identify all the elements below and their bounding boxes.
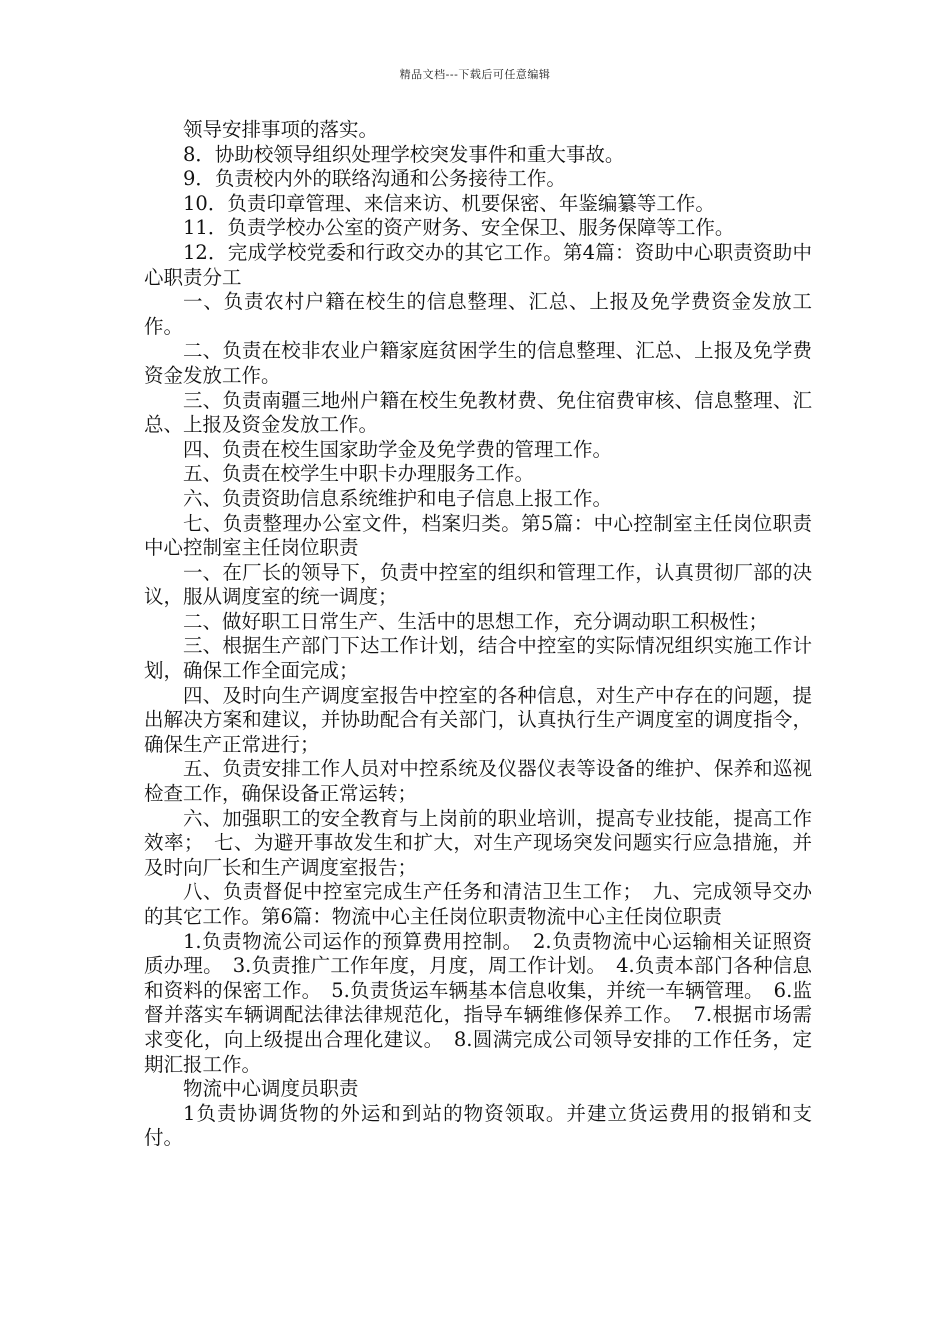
paragraph: 四、及时向生产调度室报告中控室的各种信息，对生产中存在的问题，提出解决方案和建议，并协助配合有关部门，认真执行生产调度室的调度指令，确保生产正常进行； (144, 683, 812, 756)
paragraph: 八、负责督促中控室完成生产任务和清洁卫生工作； 九、完成领导交办的其它工作。第6篇：物流中心主任岗位职责物流中心主任岗位职责 (144, 880, 812, 928)
paragraph: 领导安排事项的落实。 (183, 118, 379, 141)
paragraph: 二、做好职工日常生产、生活中的思想工作，充分调动职工积极性； (183, 609, 769, 633)
document-body (144, 118, 812, 1151)
paragraph: 10．负责印章管理、来信来访、机要保密、年鉴编纂等工作。 (183, 191, 715, 215)
paragraph: 8．协助校领导组织处理学校突发事件和重大事故。 (183, 142, 625, 166)
paragraph: 一、在厂长的领导下，负责中控室的组织和管理工作，认真贯彻厂部的决议，服从调度室的统一调度； (144, 560, 812, 609)
paragraph: 二、负责在校非农业户籍家庭贫困学生的信息整理、汇总、上报及免学费资金发放工作。 (144, 339, 812, 387)
paragraph: 六、负责资助信息系统维护和电子信息上报工作。 (183, 486, 613, 510)
paragraph: 五、负责安排工作人员对中控系统及仪器仪表等设备的维护、保养和巡视检查工作，确保设备正常运转； (144, 757, 812, 806)
paragraph: 1负责协调货物的外运和到站的物资领取。并建立货运费用的报销和支付。 (144, 1101, 812, 1150)
paragraph: 11．负责学校办公室的资产财务、安全保卫、服务保障等工作。 (183, 216, 735, 240)
paragraph: 一、负责农村户籍在校生的信息整理、汇总、上报及免学费资金发放工作。 (144, 290, 812, 338)
paragraph: 9．负责校内外的联络沟通和公务接待工作。 (183, 167, 566, 191)
paragraph: 物流中心调度员职责 (183, 1077, 359, 1101)
paragraph: 四、负责在校生国家助学金及免学费的管理工作。 (183, 437, 613, 461)
paragraph: 1.负责物流公司运作的预算费用控制。 2.负责物流中心运输相关证照资质办理。 3.负责推广工作年度，月度，周工作计划。 4.负责本部门各种信息和资料的保密工作。 5.负责货运车辆基本信息收集，并统一车辆管理。 6.监督并落实车辆调配法律法律规范化，指导车辆维修保养工作。 7.根据市场需求变化，向上级提出合理化建议。 8.圆满完成公司领导安排的工作任务，定期汇报工作。 (144, 929, 812, 1076)
page-header: 精品文档---下载后可任意编辑 (399, 68, 551, 81)
paragraph: 三、负责南疆三地州户籍在校生免教材费、免住宿费审核、信息整理、汇总、上报及资金发放工作。 (144, 388, 812, 437)
paragraph: 七、负责整理办公室文件，档案归类。第5篇：中心控制室主任岗位职责中心控制室主任岗位职责 (144, 511, 812, 560)
paragraph: 六、加强职工的安全教育与上岗前的职业培训，提高专业技能，提高工作效率； 七、为避开事故发生和扩大，对生产现场突发问题实行应急措施，并及时向厂长和生产调度室报告； (144, 806, 812, 879)
paragraph: 12．完成学校党委和行政交办的其它工作。第4篇：资助中心职责资助中心职责分工 (144, 240, 812, 289)
paragraph: 五、负责在校学生中职卡办理服务工作。 (183, 462, 535, 486)
paragraph: 三、根据生产部门下达工作计划，结合中控室的实际情况组织实施工作计划，确保工作全面完成； (144, 634, 812, 683)
